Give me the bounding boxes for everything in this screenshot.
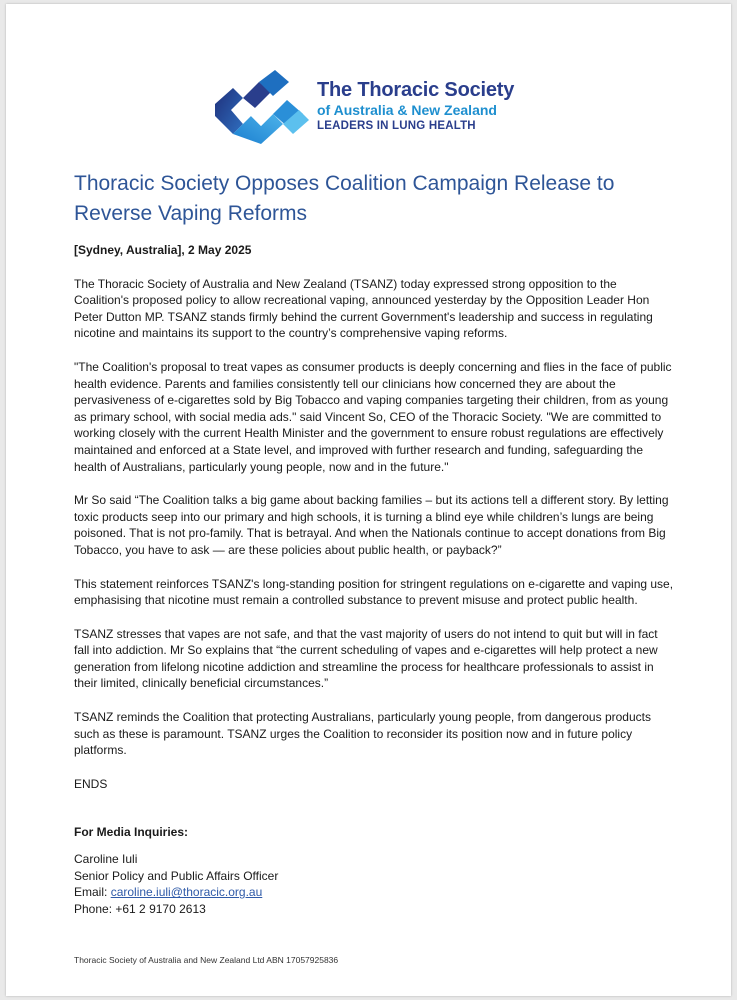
body-paragraph: Mr So said “The Coalition talks a big game about backing families – but its actions tell a different story. By letting toxic products seep into our primary and high schools, it is turning a blind eye while children’s lungs are being poisoned. That is not pro-family. That is betrayal. And when the Nationals continue to accept donations from Big Tobacco, you have to ask — are these policies about public health, or payback?” — [74, 493, 669, 557]
footer-text: Thoracic Society of Australia and New Zealand Ltd ABN 17057925836 — [74, 955, 339, 965]
dateline: [Sydney, Australia], 2 May 2025 — [74, 243, 252, 257]
media-contact — [74, 824, 674, 917]
body-paragraph: TSANZ stresses that vapes are not safe, and that the vast majority of users do not intend to quit but will in fact fall into addiction. Mr So explains that “the current scheduling of vapes and e-cigarettes will help protect a new generation from lifelong nicotine addiction and streamline the process for healthcare professionals to assist in their limited, clinically beneficial circumstances.” — [74, 626, 658, 691]
body-paragraph: TSANZ reminds the Coalition that protecting Australians, particularly young people, from dangerous products such as these is paramount. TSANZ urges the Coalition to reconsider its position now and in future policy platforms. — [74, 710, 651, 758]
logo-subtitle: of Australia & New Zealand — [317, 102, 497, 118]
body-paragraph: This statement reinforces TSANZ's long-standing position for stringent regulations on e-cigarette and vaping use, emphasising that nicotine must remain a controlled substance to prevent misuse and protect public health. — [74, 576, 674, 608]
document-page — [6, 4, 731, 996]
contact-email-label: Email: — [74, 885, 111, 900]
contact-heading: For Media Inquiries: — [74, 825, 189, 840]
contact-email-line — [74, 884, 674, 901]
tsanz-logo — [211, 70, 541, 150]
body-paragraph: "The Coalition's proposal to treat vapes as consumer products is deeply concerning and flies in the face of public health evidence. Parents and families consistently tell our clinicians how concerned they are about the pervasiveness of e-cigarettes sold by Big Tobacco and vaping companies targeting their children, from as young as primary school, with social media ads." said Vincent So, CEO of the Thoracic Society. "We are committed to working closely with the current Health Minister and the government to ensure robust regulations are effectively maintained and enforced at a State level, and improved with further research and funding, safeguarding the health of Australians, particularly young people, now and in the future." — [74, 359, 672, 474]
document-body — [74, 242, 674, 917]
contact-phone: Phone: +61 2 9170 2613 — [74, 901, 206, 916]
logo-tagline: LEADERS IN LUNG HEALTH — [317, 120, 476, 132]
body-paragraph: The Thoracic Society of Australia and New Zealand (TSANZ) today expressed strong opposition to the Coalition's proposed policy to allow recreational vaping, announced yesterday by the Opposition Leader Hon Peter Dutton MP. TSANZ stands firmly behind the current Government's leadership and success in regulating nicotine and maintains its support to the country’s comprehensive vaping reforms. — [74, 276, 653, 341]
ends-marker: ENDS — [74, 776, 108, 791]
contact-name: Caroline Iuli — [74, 852, 138, 867]
contact-email-link[interactable]: caroline.iuli@thoracic.org.au — [110, 885, 263, 900]
contact-role: Senior Policy and Public Affairs Officer — [74, 868, 279, 883]
tsanz-logo-text — [317, 78, 514, 134]
tsanz-logo-mark-icon — [211, 70, 315, 146]
document-title: Thoracic Society Opposes Coalition Campaign Release to Reverse Vaping Reforms — [74, 172, 615, 225]
logo-title: The Thoracic Society — [317, 79, 515, 101]
